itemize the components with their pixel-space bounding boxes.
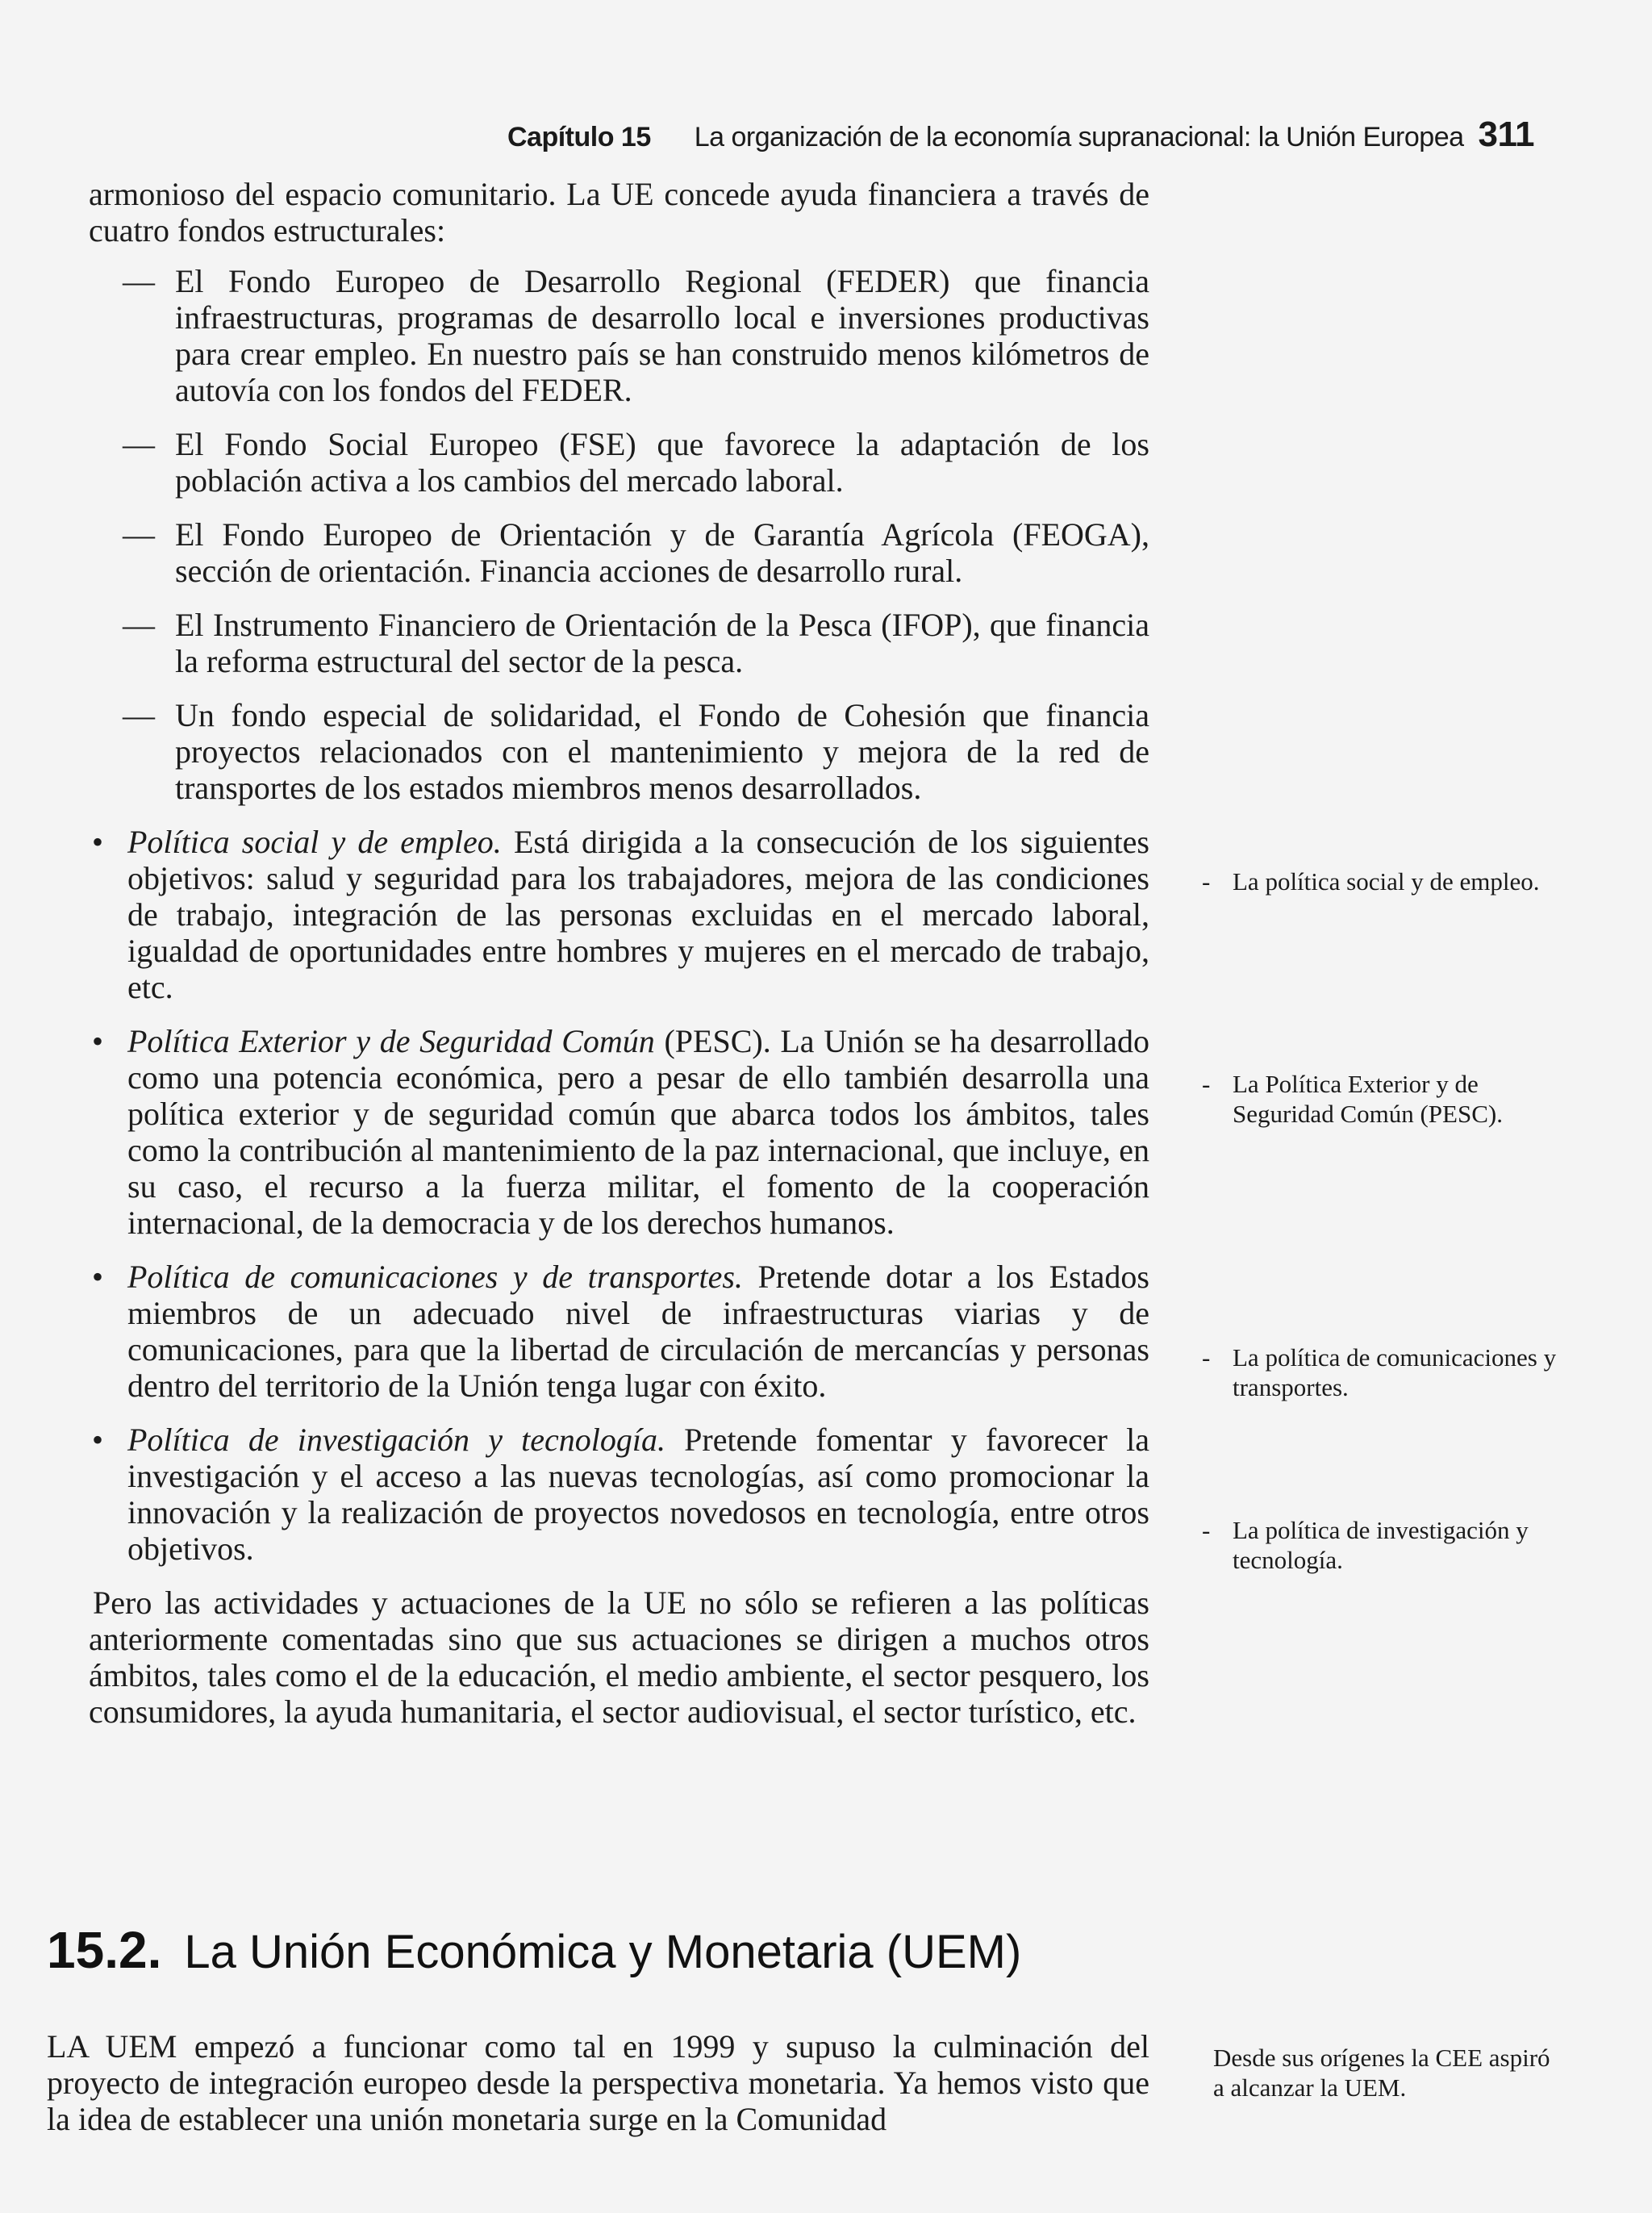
policy-item-transport — [89, 1259, 1149, 1404]
running-title: La organización de la economía supranacional: la Unión Europea — [694, 122, 1464, 152]
fund-item-ifop — [89, 607, 1149, 679]
margin-note-transport — [1202, 1342, 1565, 1402]
margin-note-research — [1202, 1515, 1565, 1575]
dash-marker: — — [123, 263, 155, 299]
fund-text: El Instrumento Financiero de Orientación de la Pesca (IFOP), que financia la reforma estructural del sector de la pesca. — [175, 607, 1149, 679]
note-dash: - — [1202, 1516, 1211, 1544]
running-header — [0, 115, 1534, 155]
margin-note-uem — [1202, 2043, 1565, 2102]
section-number: 15.2. — [47, 1921, 162, 1979]
note-text: Desde sus orígenes la CEE aspiró a alcanzar la UEM. — [1213, 2044, 1550, 2102]
policy-text: (PESC). La Unión se ha desarrollado como una potencia económica, pero a pesar de ello también desarrolla una política exterior y de seguridad común que abarca todos los ámbitos, tales como la contribución al mantenimiento de la paz internacional, que incluye, en su caso, el recurso a la fuerza militar, el fomento de la cooperación internacional, de la democracia y de los derechos humanos. — [127, 1023, 1150, 1241]
policy-text: Pretende fomentar y favorecer la investigación y el acceso a las nuevas tecnologías, así como promocionar la innovación y la realización de proyectos novedosos en tecnología, entre otros objetivos. — [127, 1422, 1149, 1567]
dash-marker: — — [123, 607, 155, 643]
dash-marker: — — [123, 516, 155, 553]
main-text — [89, 176, 1149, 1730]
note-text: La política de comunicaciones y transportes. — [1233, 1343, 1557, 1401]
policy-text: Pretende dotar a los Estados miembros de un adecuado nivel de infraestructuras viarias y de comunicaciones, para que la libertad de circulación de mercancías y personas dentro del territorio de la Unión tenga lugar con éxito. — [127, 1259, 1149, 1404]
bullet-marker: • — [92, 824, 104, 860]
fund-item-fse — [89, 426, 1149, 499]
section-heading — [47, 1920, 1021, 1980]
dash-marker: — — [123, 697, 155, 733]
chapter-label: Capítulo 15 — [507, 122, 651, 152]
policy-item-social — [89, 824, 1149, 1005]
fund-text: El Fondo Europeo de Desarrollo Regional (FEDER) que financia infraestructuras, programas de desarrollo local e inversiones productivas para crear empleo. En nuestro país se han construido menos kilómetros de autovía con los fondos del FEDER. — [175, 263, 1149, 408]
policy-item-research — [89, 1422, 1149, 1567]
dash-marker: — — [123, 426, 155, 462]
bullet-marker: • — [92, 1023, 104, 1059]
bullet-marker: • — [92, 1422, 104, 1458]
note-text: La política de investigación y tecnología. — [1233, 1516, 1529, 1574]
intro-paragraph: armonioso del espacio comunitario. La UE concede ayuda financiera a través de cuatro fondos estructurales: — [89, 176, 1149, 248]
page-number: 311 — [1478, 115, 1534, 154]
fund-text: El Fondo Europeo de Orientación y de Garantía Agrícola (FEOGA), sección de orientación. Financia acciones de desarrollo rural. — [175, 516, 1149, 589]
policy-title: Política de comunicaciones y de transportes. — [127, 1259, 743, 1295]
section-title: La Unión Económica y Monetaria (UEM) — [184, 1926, 1022, 1978]
note-text: La Política Exterior y de Seguridad Común (PESC). — [1233, 1070, 1503, 1128]
fund-item-feoga — [89, 516, 1149, 589]
fund-text: El Fondo Social Europeo (FSE) que favorece la adaptación de los población activa a los cambios del mercado laboral. — [175, 426, 1149, 499]
policy-text: Está dirigida a la consecución de los siguientes objetivos: salud y seguridad para los trabajadores, mejora de las condiciones de trabajo, integración de las personas excluidas en el mercado laboral, igualdad de oportunidades entre hombres y mujeres en el mercado de trabajo, etc. — [127, 824, 1149, 1005]
closing-paragraph: Pero las actividades y actuaciones de la UE no sólo se refieren a las políticas anteriormente comentadas sino que sus actuaciones se dirigen a muchos otros ámbitos, tales como el de la educación, el medio ambiente, el sector pesquero, los consumidores, la ayuda humanitaria, el sector audiovisual, el sector turístico, etc. — [89, 1585, 1149, 1730]
note-text: La política social y de empleo. — [1233, 867, 1540, 896]
structural-funds-list — [89, 263, 1149, 806]
policy-title: Política de investigación y tecnología. — [127, 1422, 665, 1458]
section-paragraph: LA UEM empezó a funcionar como tal en 1999 y supuso la culminación del proyecto de integración europeo desde la perspectiva monetaria. Ya hemos visto que la idea de establecer una unión monetaria surge en la Comunidad — [47, 2028, 1149, 2137]
policy-title: Política social y de empleo. — [127, 824, 502, 860]
margin-note-pesc — [1202, 1069, 1565, 1129]
note-dash: - — [1202, 867, 1211, 896]
fund-text: Un fondo especial de solidaridad, el Fondo de Cohesión que financia proyectos relacionados con el mantenimiento y mejora de la red de transportes de los estados miembros menos desarrollados. — [175, 697, 1149, 806]
policy-item-pesc — [89, 1023, 1149, 1241]
fund-item-feder — [89, 263, 1149, 408]
policy-title: Política Exterior y de Seguridad Común — [127, 1023, 655, 1059]
policies-list — [89, 824, 1149, 1567]
fund-item-cohesion — [89, 697, 1149, 806]
note-dash: - — [1202, 1343, 1211, 1372]
note-dash: - — [1202, 1070, 1211, 1098]
bullet-marker: • — [92, 1259, 104, 1295]
margin-note-social — [1202, 866, 1565, 896]
